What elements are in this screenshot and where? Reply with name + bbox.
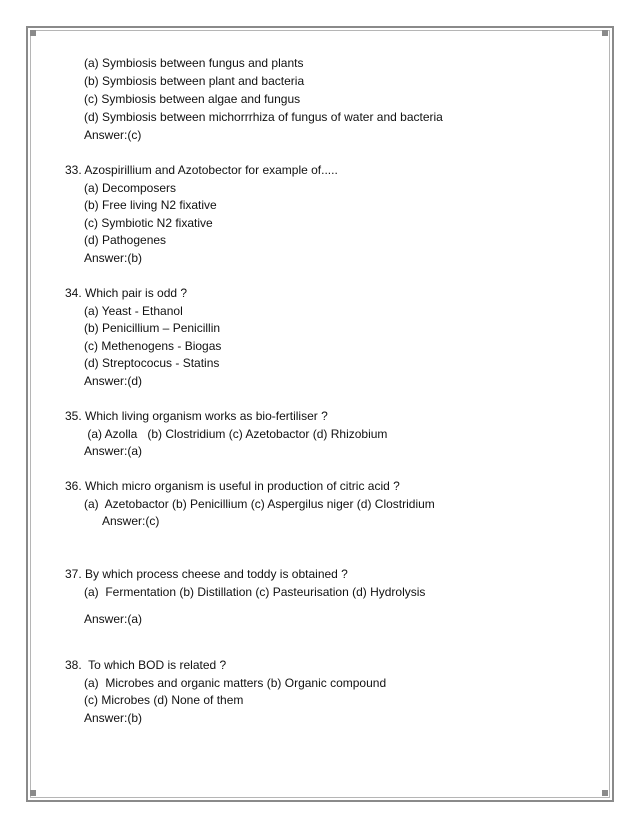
question-35: 35. Which living organism works as bio-fertiliser ? [65, 409, 328, 423]
question-34: 34. Which pair is odd ? [65, 286, 188, 300]
option-b: (b) Penicillium – Penicillin [84, 321, 221, 335]
answer: Answer:(d) [84, 374, 143, 388]
question-38: 38. To which BOD is related ? [65, 658, 227, 672]
option-d: (d) Symbiosis between michorrrhiza of fungus of water and bacteria [84, 110, 443, 124]
option-c: (c) Symbiotic N2 fixative [84, 216, 213, 230]
option-a: (a) Symbiosis between fungus and plants [84, 56, 304, 70]
answer: Answer:(b) [84, 711, 143, 725]
option-b: (b) Free living N2 fixative [84, 198, 217, 212]
options-line: (a) Fermentation (b) Distillation (c) Pasteurisation (d) Hydrolysis [84, 585, 426, 599]
answer: Answer:(b) [84, 251, 143, 265]
options-line: (a) Microbes and organic matters (b) Organic compound [84, 676, 387, 690]
question-36: 36. Which micro organism is useful in production of citric acid ? [65, 479, 400, 493]
option-a: (a) Yeast - Ethanol [84, 304, 183, 318]
option-d: (d) Pathogenes [84, 233, 167, 247]
option-a: (a) Decomposers [84, 181, 177, 195]
answer: Answer:(c) [84, 128, 142, 142]
options-line: (a) Azetobactor (b) Penicillium (c) Aspergilus niger (d) Clostridium [84, 497, 435, 511]
answer: Answer:(a) [84, 612, 143, 626]
answer: Answer:(a) [84, 444, 143, 458]
option-c: (c) Methenogens - Biogas [84, 339, 222, 353]
question-37: 37. By which process cheese and toddy is obtained ? [65, 567, 348, 581]
question-33: 33. Azospirillium and Azotobector for example of..... [65, 163, 338, 177]
options-line: (a) Azolla (b) Clostridium (c) Azetobactor (d) Rhizobium [84, 427, 388, 441]
answer: Answer:(c) [102, 514, 160, 528]
option-c: (c) Symbiosis between algae and fungus [84, 92, 301, 106]
options-line: (c) Microbes (d) None of them [84, 693, 244, 707]
option-d: (d) Streptococus - Statins [84, 356, 220, 370]
option-b: (b) Symbiosis between plant and bacteria [84, 74, 305, 88]
